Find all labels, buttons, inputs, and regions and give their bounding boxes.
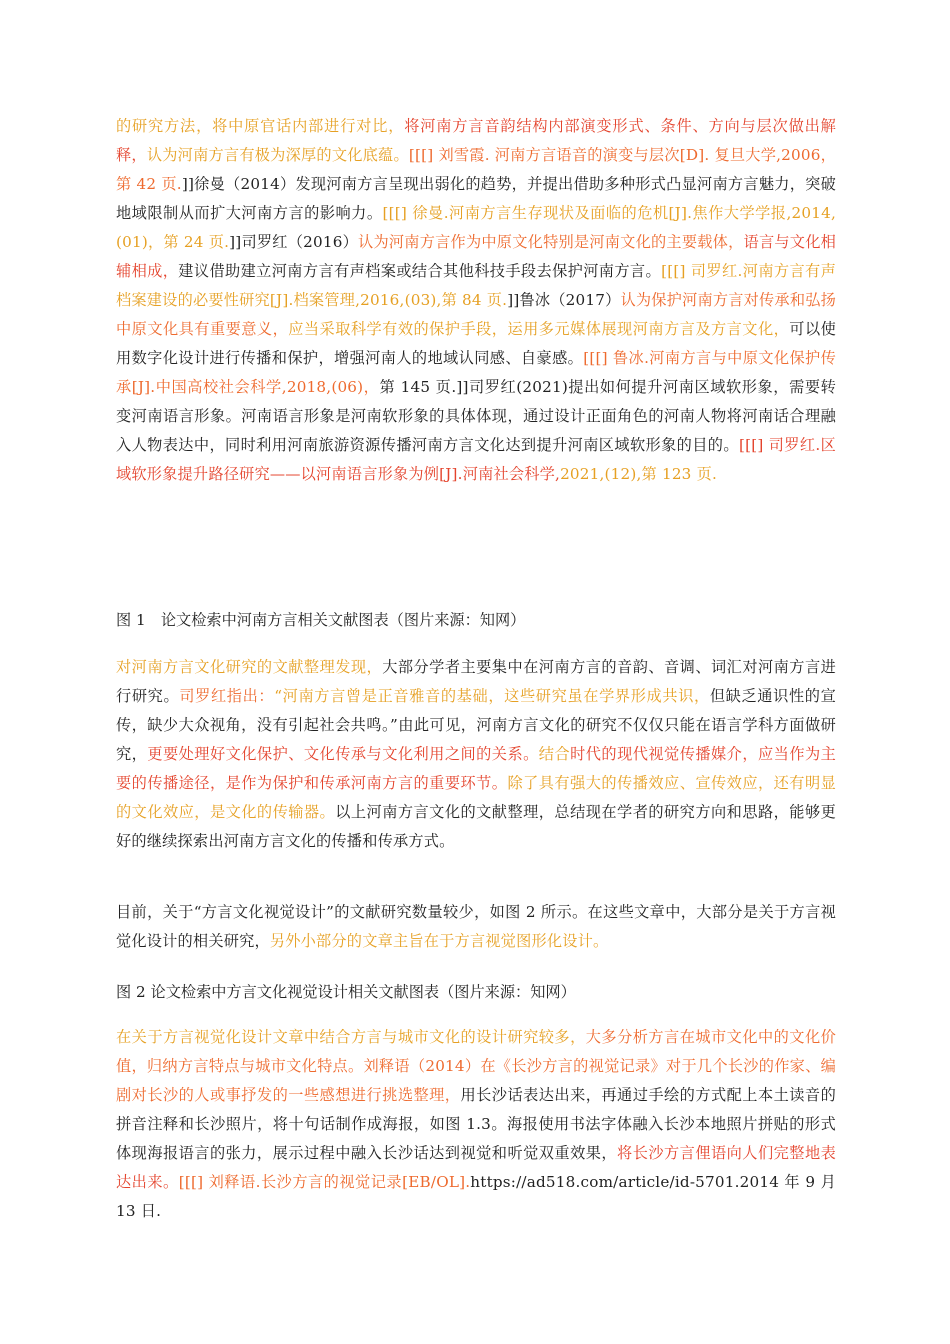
text-run: “河南方言曾是正音雅音的基础，这些研究虽在学界形成共识，: [274, 687, 710, 705]
paragraph-city-culture-design: [116, 1023, 836, 1226]
text-run: 将长沙方言俚语向人们完整地表达出来。: [116, 1144, 836, 1191]
text-run: 结合: [538, 745, 571, 763]
text-run: 大部分学者主要集中在河南方言的音韵、音调、词汇对河南方言进行研究。: [116, 658, 836, 705]
text-run: 可以使用数字化设计进行传播和保护，增强河南人的地域认同感、自豪感。: [116, 320, 836, 367]
text-run: 第 145 页.]]司罗红(2021)提出如何提升河南区域软形象，需要转变河南语言形象。河南语言形象是河南软形象的具体体现，通过设计正面角色的河南人物将河南话合理融入人物表达中，同时利用河南旅游资源传播河南方言文化达到提升河南区域软形象的目的。: [116, 378, 836, 454]
text-run: 司罗红指出：: [179, 687, 275, 705]
text-run: 但缺乏通识性的宣传，缺少大众视角，没有引起社会共鸣。”由此可见，河南方言文化的研究不仅仅只能在语言学科方面做研究，: [116, 687, 836, 763]
paragraph-literature-summary: [116, 653, 836, 856]
text-run: 在关于方言视觉化设计文章中结合方言与城市文化的设计研究较多，: [116, 1028, 586, 1046]
text-run: 语言与文化相辅相成，: [116, 233, 837, 280]
text-run: [[[] 刘雪霞. 河南方言语音的演变与层次[D]. 复旦大学,2006，第 42 页.: [116, 146, 837, 193]
text-run: 的研究方法，将中原官话内部进行对比，: [116, 117, 405, 135]
text-run: [[[] 徐曼.河南方言生存现状及面临的危机[J].焦作大学学报,2014,(01)，第 24 页.: [116, 204, 836, 251]
text-run: [[[] 司罗红.河南方言有声档案建设的必要性研究[J].档案管理,2016,(03),第 84 页.: [116, 262, 836, 309]
text-run: https://ad518.com/article/id-5701.2014 年 9 月 13 日.: [116, 1173, 836, 1220]
text-run: 目前，关于“方言文化视觉设计”的文献研究数量较少，如图 2 所示。在这些文章中，大部分是关于方言视觉化设计的相关研究，: [116, 903, 836, 950]
text-run: 除了具有强大的传播效应、宣传效应，还有明显的文化效应，是文化的传输器。: [116, 774, 837, 821]
text-run: 应当采取科学有效的保护手段，运用多元媒体展现河南方言及方言文化，: [288, 320, 790, 338]
text-run: 更要处理好文化保护、文化传承与文化利用之间的关系。: [147, 745, 539, 763]
text-run: 以上河南方言文化的文献整理，总结现在学者的研究方向和思路，能够更好的继续探索出河南方言文化的传播和传承方式。: [116, 803, 836, 850]
paragraph-visual-design-research: [116, 898, 836, 956]
text-run: [[[] 司罗红.区域软形象提升路径研究——以河南语言形象为例[J].河南社会科学,: [116, 436, 837, 483]
text-run: ]]徐曼（2014）发现河南方言呈现出弱化的趋势，并提出借助多种形式凸显河南方言魅力，突破地域限制从而扩大河南方言的影响力。: [116, 175, 836, 222]
text-run: [[[] 刘释语.长沙方言的视觉记录[EB/OL].: [178, 1173, 471, 1191]
paragraph-literature-review: [116, 112, 836, 489]
text-run: 时代的现代视觉传播媒介，应当作为主要的传播途径，是作为保护和传承河南方言的重要环节。: [116, 745, 837, 792]
text-run: 建议借助建立河南方言有声档案或结合其他科技手段去保护河南方言。: [178, 262, 662, 280]
text-run: 另外小部分的文章主旨在于方言视觉图形化设计。: [269, 932, 609, 950]
text-run: 认为河南方言有极为深厚的文化底蕴。: [146, 146, 409, 164]
text-run: 用长沙话表达出来，再通过手绘的方式配上本土读音的拼音注释和长沙照片，将十句话制作成海报，如图 1.3。海报使用书法字体融入长沙本地照片拼贴的形式体现海报语言的张力，展示过程中融入长沙话达到视觉和听觉双重效果，: [116, 1086, 836, 1162]
text-run: 认为河南方言作为中原文化特别是河南文化的主要载体，: [358, 233, 744, 251]
figure-2-caption: 图 2 论文检索中方言文化视觉设计相关文献图表（图片来源：知网）: [116, 983, 576, 1001]
text-run: 认为保护河南方言对传承和弘扬中原文化具有重要意义，: [116, 291, 836, 338]
text-run: 大多分析方言在城市文化中的文化价值，归纳方言特点与城市文化特点。刘释语（2014）在《长沙方言的视觉记录》对于几个长沙的作家、编剧对长沙的人或事抒发的一些感想进行挑选整理，: [116, 1028, 837, 1104]
text-run: ]]司罗红（2016）: [229, 233, 359, 251]
text-run: 2021,(12),第 123 页.: [560, 465, 717, 483]
text-run: [[[] 鲁冰.河南方言与中原文化保护传承[J].中国高校社会科学,2018,(06)，: [116, 349, 836, 396]
text-run: ]]鲁冰（2017）: [507, 291, 621, 309]
text-run: 对河南方言文化研究的文献整理发现，: [116, 658, 383, 676]
figure-1-caption: 图 1 论文检索中河南方言相关文献图表（图片来源：知网）: [116, 611, 526, 629]
text-run: 将河南方言音韵结构内部演变形式、条件、方向与层次做出解释，: [116, 117, 836, 164]
